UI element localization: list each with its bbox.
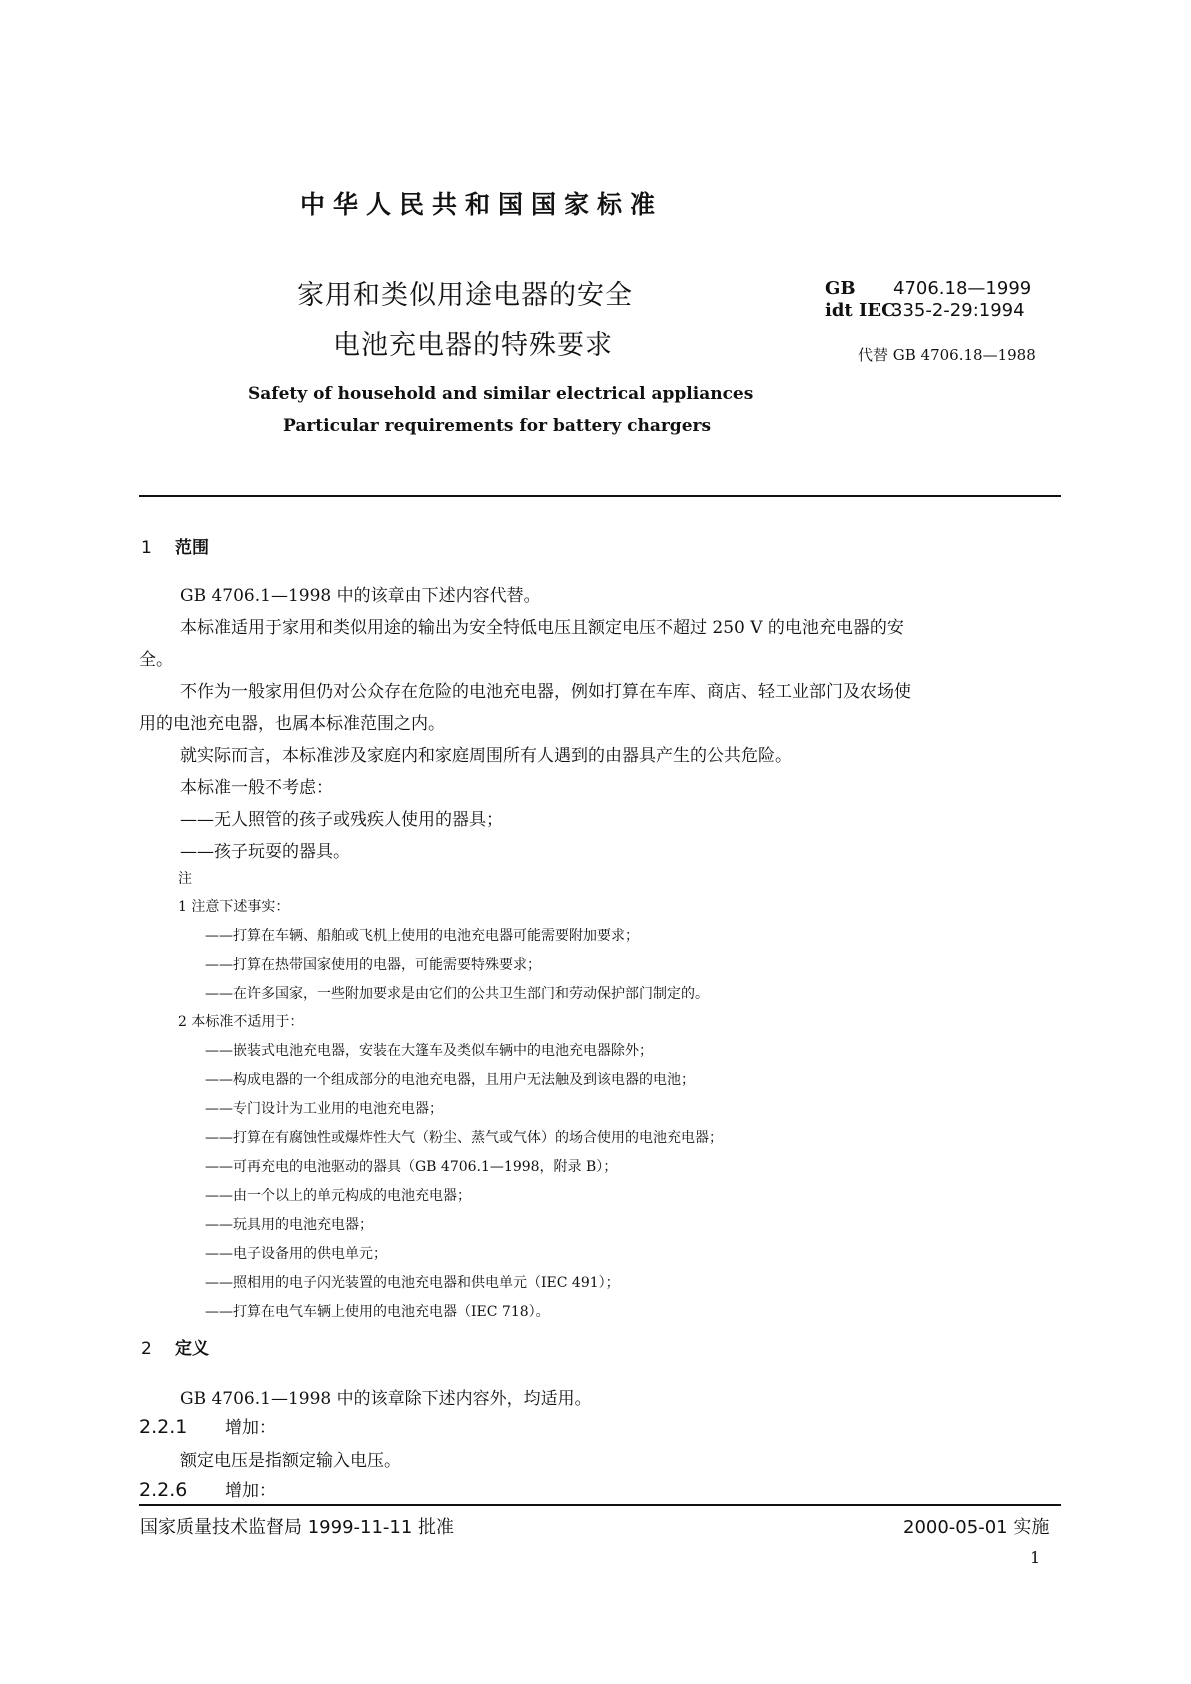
standard-code <box>825 278 1031 299</box>
effective-date: 2000-05-01 实施 <box>903 1517 1050 1538</box>
clause-2-2-6 <box>139 1476 276 1501</box>
note-list-item: ——构成电器的一个组成部分的电池充电器，且用户无法触及到该电器的电池； <box>205 1072 695 1088</box>
clause-label: 增加： <box>225 1481 276 1501</box>
note-list-item: ——在许多国家，一些附加要求是由它们的公共卫生部门和劳动保护部门制定的。 <box>205 986 709 1002</box>
clause-number: 2.2.1 <box>139 1416 188 1438</box>
note-list-item: ——由一个以上的单元构成的电池充电器； <box>205 1188 471 1204</box>
paragraph: GB 4706.1—1998 中的该章除下述内容外，均适用。 <box>180 1389 592 1409</box>
approval-date: 国家质量技术监督局 1999-11-11 批准 <box>140 1517 455 1538</box>
note-2-title: 2 本标准不适用于： <box>178 1014 304 1030</box>
paragraph: 本标准一般不考虑： <box>180 778 333 798</box>
section-1-heading <box>141 533 209 558</box>
iec-equivalence <box>825 300 1025 321</box>
paragraph: 全。 <box>139 650 173 670</box>
note-list-item: ——可再充电的电池驱动的器具（GB 4706.1—1998，附录 B）； <box>205 1159 618 1175</box>
standard-code-value: 4706.18—1999 <box>893 278 1032 299</box>
paragraph: 不作为一般家用但仍对公众存在危险的电池充电器，例如打算在车库、商店、轻工业部门及农场使 <box>180 682 911 702</box>
list-item: ——无人照管的孩子或残疾人使用的器具； <box>180 810 503 830</box>
clause-number: 2.2.6 <box>139 1479 188 1501</box>
note-list-item: ——打算在有腐蚀性或爆炸性大气（粉尘、蒸气或气体）的场合使用的电池充电器； <box>205 1130 723 1146</box>
note-list-item: ——专门设计为工业用的电池充电器； <box>205 1101 443 1117</box>
header-divider <box>139 495 1061 497</box>
section-1-number: 1 <box>141 538 152 558</box>
iec-equivalence-value: 335-2-29:1994 <box>891 300 1025 321</box>
note-1-title: 1 注意下述事实： <box>178 899 290 915</box>
note-list-item: ——打算在热带国家使用的电器，可能需要特殊要求； <box>205 957 541 973</box>
note-list-item: ——打算在电气车辆上使用的电池充电器（IEC 718）。 <box>205 1304 550 1320</box>
list-item: ——孩子玩耍的器具。 <box>180 842 350 862</box>
english-title-line-2: Particular requirements for battery chargers <box>283 416 712 436</box>
chinese-title-line-2: 电池充电器的特殊要求 <box>333 330 613 361</box>
section-1-title: 范围 <box>175 538 209 558</box>
note-list-item: ——嵌装式电池充电器，安装在大篷车及类似车辆中的电池充电器除外； <box>205 1043 653 1059</box>
note-list-item: ——玩具用的电池充电器； <box>205 1217 373 1233</box>
iec-equivalence-label: idt IEC <box>825 300 896 321</box>
standard-code-label: GB <box>825 278 856 299</box>
footer-divider <box>139 1504 1061 1506</box>
note-list-item: ——电子设备用的供电单元； <box>205 1246 387 1262</box>
section-2-title: 定义 <box>175 1339 209 1359</box>
paragraph: 用的电池充电器，也属本标准范围之内。 <box>139 714 445 734</box>
issuing-body-title: 中华人民共和国国家标准 <box>300 190 664 219</box>
page-number: 1 <box>1030 1548 1041 1567</box>
note-list-item: ——照相用的电子闪光装置的电池充电器和供电单元（IEC 491）； <box>205 1275 620 1291</box>
clause-2-2-1 <box>139 1413 276 1438</box>
chinese-title-line-1: 家用和类似用途电器的安全 <box>297 280 633 311</box>
note-label: 注 <box>178 871 192 887</box>
paragraph: 就实际而言，本标准涉及家庭内和家庭周围所有人遇到的由器具产生的公共危险。 <box>180 746 792 766</box>
section-2-number: 2 <box>141 1339 152 1359</box>
paragraph: GB 4706.1—1998 中的该章由下述内容代替。 <box>180 586 541 606</box>
english-title-line-1: Safety of household and similar electrical appliances <box>248 384 754 404</box>
replaces-standard: 代替 GB 4706.18—1988 <box>858 346 1036 364</box>
clause-label: 增加： <box>225 1418 276 1438</box>
paragraph: 本标准适用于家用和类似用途的输出为安全特低电压且额定电压不超过 250 V 的电池充电器的安 <box>180 618 904 638</box>
paragraph: 额定电压是指额定输入电压。 <box>180 1451 401 1471</box>
note-list-item: ——打算在车辆、船舶或飞机上使用的电池充电器可能需要附加要求； <box>205 928 639 944</box>
section-2-heading <box>141 1334 209 1359</box>
